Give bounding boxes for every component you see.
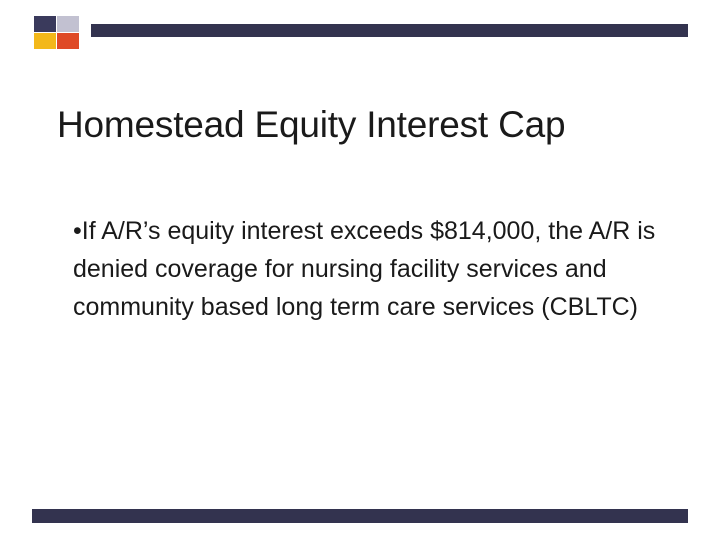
logo-square-top-right [57, 16, 79, 32]
bullet-marker: • [73, 217, 82, 245]
logo-square-top-left [34, 16, 56, 32]
top-decorative-bar [91, 24, 688, 37]
logo-square-bottom-left [34, 33, 56, 49]
bottom-decorative-bar [32, 509, 688, 523]
bullet-item [73, 212, 663, 326]
logo-square-bottom-right [57, 33, 79, 49]
slide-title: Homestead Equity Interest Cap [57, 104, 566, 145]
bullet-list [73, 212, 663, 326]
bullet-text: If A/R’s equity interest exceeds $814,000, the A/R is denied coverage for nursing facility services and community based long term care services (CBLTC) [73, 217, 656, 321]
